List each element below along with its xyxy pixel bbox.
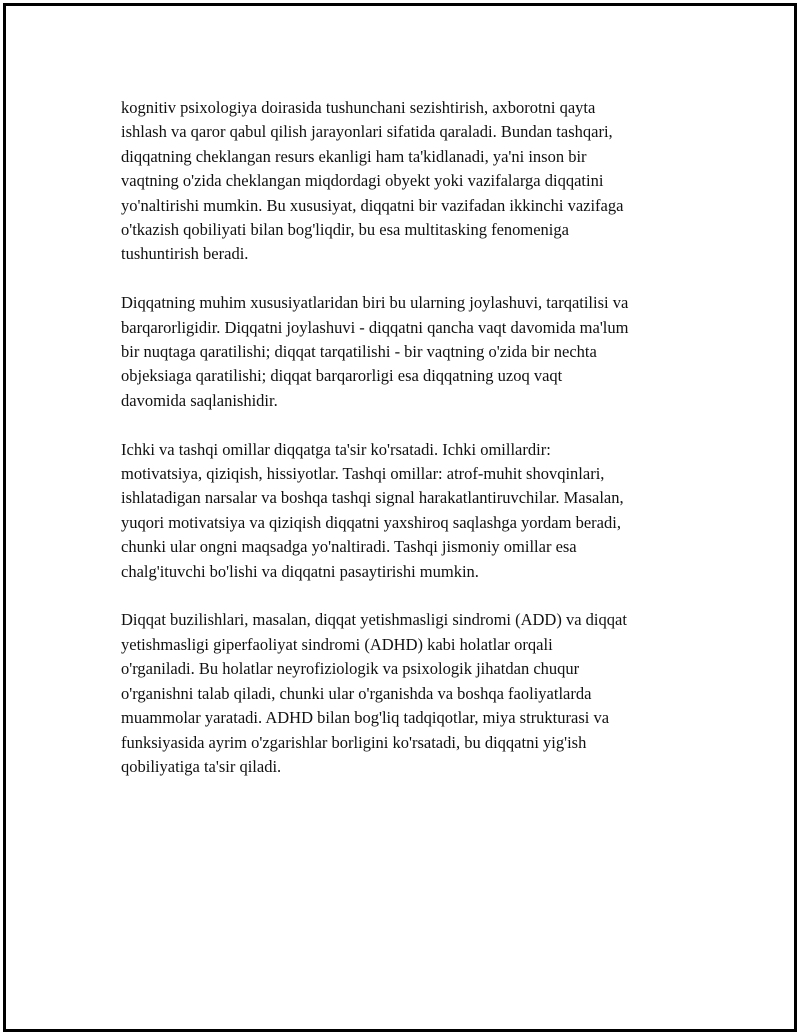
text-line: yetishmasligi giperfaoliyat sindromi (ADHD) kabi holatlar orqali xyxy=(121,634,553,654)
text-line: vaqtning o'zida cheklangan miqdordagi obyekt yoki vazifalarga diqqatini xyxy=(121,171,604,191)
text-line: funksiyasida ayrim o'zgarishlar borligini ko'rsatadi, bu diqqatni yig'ish xyxy=(121,732,587,752)
text-line: Diqqatning muhim xususiyatlaridan biri bu ularning joylashuvi, tarqatilisi va xyxy=(121,293,629,313)
text-line: chunki ular ongni maqsadga yo'naltiradi. Tashqi jismoniy omillar esa xyxy=(121,537,577,557)
text-line: ishlatadigan narsalar va boshqa tashqi signal harakatlantiruvchilar. Masalan, xyxy=(121,488,624,508)
text-line: davomida saqlanishidir. xyxy=(121,390,278,410)
paragraph-3 xyxy=(121,438,701,584)
text-line: motivatsiya, qiziqish, hissiyotlar. Tashqi omillar: atrof-muhit shovqinlari, xyxy=(121,464,605,484)
text-line: ishlash va qaror qabul qilish jarayonlari sifatida qaraladi. Bundan tashqari, xyxy=(121,122,613,142)
document-body xyxy=(121,96,701,804)
text-line: o'tkazish qobiliyati bilan bog'liqdir, bu esa multitasking fenomeniga xyxy=(121,220,569,240)
text-line: Diqqat buzilishlari, masalan, diqqat yetishmasligi sindromi (ADD) va diqqat xyxy=(121,610,627,630)
text-line: yuqori motivatsiya va qiziqish diqqatni yaxshiroq saqlashga yordam beradi, xyxy=(121,512,621,532)
text-line: chalg'ituvchi bo'lishi va diqqatni pasaytirishi mumkin. xyxy=(121,561,479,581)
text-line: yo'naltirishi mumkin. Bu xususiyat, diqqatni bir vazifadan ikkinchi vazifaga xyxy=(121,195,624,215)
text-line: kognitiv psixologiya doirasida tushunchani sezishtirish, axborotni qayta xyxy=(121,98,596,117)
text-line: bir nuqtaga qaratilishi; diqqat tarqatilishi - bir vaqtning o'zida bir nechta xyxy=(121,342,597,362)
text-line: muammolar yaratadi. ADHD bilan bog'liq tadqiqotlar, miya strukturasi va xyxy=(121,708,610,728)
text-line: tushuntirish beradi. xyxy=(121,244,249,264)
text-line: Ichki va tashqi omillar diqqatga ta'sir ko'rsatadi. Ichki omillardir: xyxy=(121,439,551,459)
paragraph-4 xyxy=(121,608,701,779)
text-line: o'rganiladi. Bu holatlar neyrofiziologik va psixologik jihatdan chuqur xyxy=(121,659,580,679)
paragraph-1 xyxy=(121,96,701,267)
text-line: objeksiaga qaratilishi; diqqat barqarorligi esa diqqatning uzoq vaqt xyxy=(121,366,563,386)
paragraph-2 xyxy=(121,291,701,413)
text-line: barqarorligidir. Diqqatni joylashuvi - diqqatni qancha vaqt davomida ma'lum xyxy=(121,317,629,337)
text-line: diqqatning cheklangan resurs ekanligi ham ta'kidlanadi, ya'ni inson bir xyxy=(121,146,587,166)
text-line: qobiliyatiga ta'sir qiladi. xyxy=(121,756,282,776)
document-page xyxy=(3,3,797,1032)
text-line: o'rganishni talab qiladi, chunki ular o'rganishda va boshqa faoliyatlarda xyxy=(121,683,592,703)
